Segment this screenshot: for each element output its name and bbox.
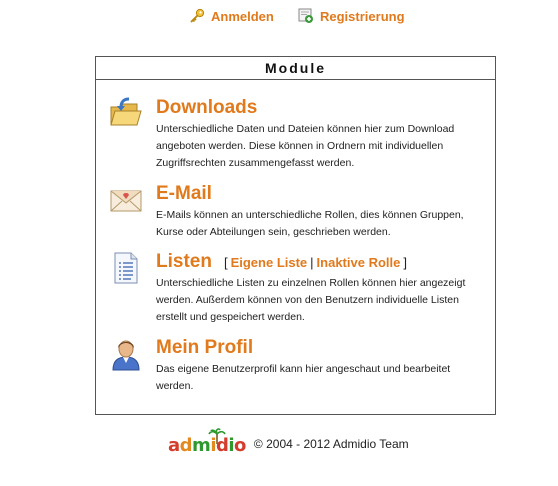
envelope-icon[interactable] [109,183,143,217]
login-link[interactable] [189,8,274,24]
admidio-logo[interactable] [168,432,246,456]
top-links [0,8,558,28]
own-list-link[interactable]: Eigene Liste [230,255,308,270]
email-link[interactable]: E-Mail [156,183,212,204]
lists-bracket-close: ] [403,255,407,270]
profile-link[interactable]: Mein Profil [156,337,254,358]
module-box [95,56,496,415]
module-box-heading: Module [96,57,495,80]
logo-text: admidio [168,435,246,456]
register-label: Registrierung [320,8,405,24]
document-list-icon[interactable] [109,251,143,285]
register-icon [298,8,314,24]
downloads-description: Unterschiedliche Daten und Dateien können hier zum Download angeboten werden. Diese können in Ordnern mit individuellen Zugriffsrechten zusammengefasst werden. [156,123,455,169]
lists-link[interactable]: Listen [156,251,212,272]
lists-bracket-open: [ [223,255,228,270]
user-profile-icon[interactable] [109,337,143,371]
register-link[interactable] [298,8,405,24]
email-description: E-Mails können an unterschiedliche Rollen, dies können Gruppen, Kurse oder Abteilungen sein, geschrieben werden. [156,209,464,238]
downloads-link[interactable]: Downloads [156,97,258,118]
copyright-text: © 2004 - 2012 Admidio Team [253,437,409,451]
inactive-role-link[interactable]: Inaktive Rolle [316,255,401,270]
folder-download-icon[interactable] [109,97,143,131]
footer [168,432,409,456]
key-icon [189,8,205,24]
login-label: Anmelden [211,8,274,24]
profile-description: Das eigene Benutzerprofil kann hier angeschaut und bearbeitet werden. [156,363,451,392]
lists-description: Unterschiedliche Listen zu einzelnen Rollen können hier angezeigt werden. Außerdem können von den Benutzern individuelle Listen erstellt und gespeichert werden. [156,277,466,323]
lists-separator: | [310,255,314,270]
